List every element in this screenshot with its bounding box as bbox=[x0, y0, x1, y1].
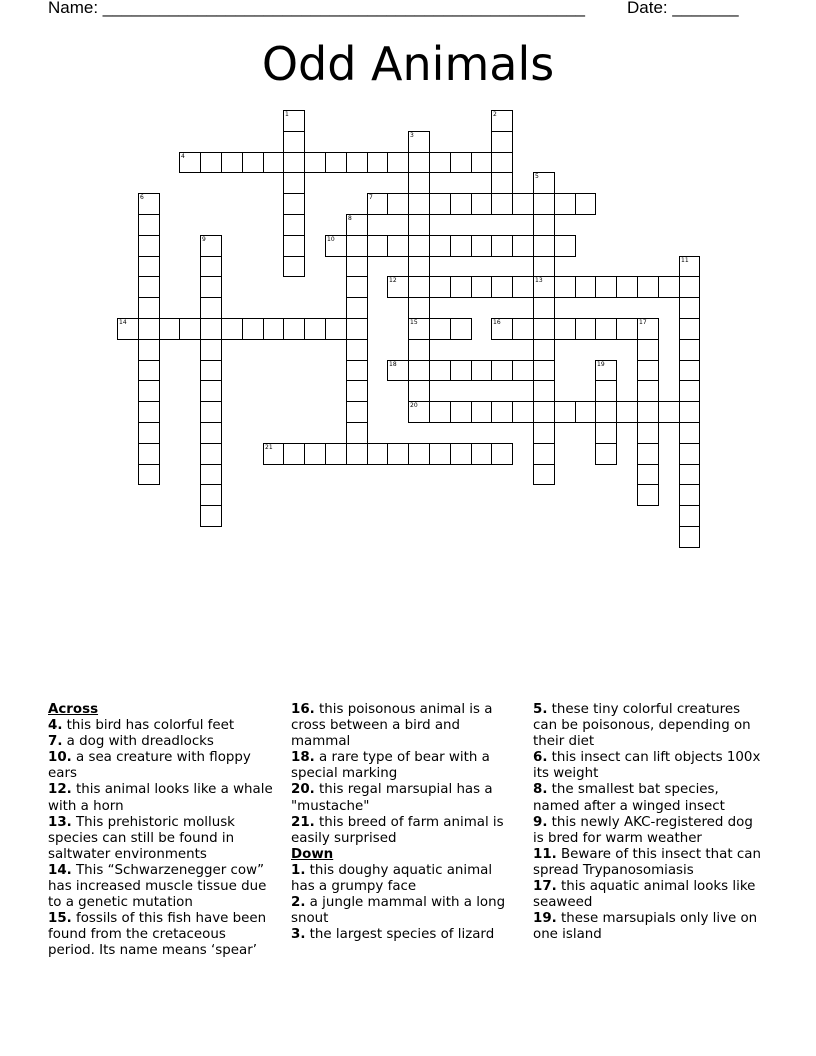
crossword-cell[interactable] bbox=[408, 297, 430, 319]
crossword-cell[interactable] bbox=[200, 401, 222, 423]
clue-number: 21 bbox=[265, 444, 273, 451]
crossword-cell[interactable] bbox=[637, 464, 659, 485]
crossword-cell[interactable] bbox=[679, 318, 700, 340]
crossword-cell[interactable] bbox=[283, 318, 305, 340]
crossword-cell[interactable] bbox=[346, 276, 368, 298]
crossword-cell[interactable] bbox=[533, 422, 555, 444]
crossword-cell[interactable] bbox=[283, 110, 305, 132]
crossword-cell[interactable] bbox=[346, 339, 368, 361]
clue-number: 8 bbox=[348, 215, 352, 222]
crossword-cell[interactable] bbox=[117, 318, 139, 340]
clue-number: 17 bbox=[639, 319, 647, 326]
crossword-cell[interactable] bbox=[429, 235, 451, 257]
across-heading: Across bbox=[48, 702, 99, 717]
crossword-cell[interactable] bbox=[429, 276, 451, 298]
clue-number: 12 bbox=[389, 277, 397, 284]
crossword-cell[interactable] bbox=[533, 276, 555, 298]
crossword-cell[interactable] bbox=[304, 318, 326, 340]
crossword-cell[interactable] bbox=[283, 235, 305, 257]
crossword-cell[interactable] bbox=[679, 256, 700, 277]
crossword-cell[interactable] bbox=[263, 318, 284, 340]
crossword-cell[interactable] bbox=[387, 443, 409, 465]
crossword-cell[interactable] bbox=[304, 152, 326, 173]
crossword-cell[interactable] bbox=[263, 152, 284, 173]
crossword-cell[interactable] bbox=[346, 256, 368, 277]
crossword-cell[interactable] bbox=[429, 360, 451, 381]
crossword-cell[interactable] bbox=[575, 318, 596, 340]
crossword-cell[interactable] bbox=[200, 276, 222, 298]
crossword-cell[interactable] bbox=[387, 360, 409, 381]
down-clue-3: 3. the largest species of lizard bbox=[291, 927, 495, 943]
crossword-cell[interactable] bbox=[408, 214, 430, 236]
crossword-cell[interactable] bbox=[346, 443, 368, 465]
crossword-cell[interactable] bbox=[637, 380, 659, 402]
crossword-cell[interactable] bbox=[595, 443, 617, 465]
crossword-cell[interactable] bbox=[491, 193, 513, 215]
across-clue-13: 13. This prehistoric mollusk species can still be found in saltwater environments bbox=[48, 814, 235, 862]
crossword-cell[interactable] bbox=[283, 152, 305, 173]
crossword-cell[interactable] bbox=[512, 193, 534, 215]
crossword-cell[interactable] bbox=[512, 360, 534, 381]
crossword-cell[interactable] bbox=[346, 318, 368, 340]
crossword-cell[interactable] bbox=[679, 401, 700, 423]
crossword-cell[interactable] bbox=[408, 235, 430, 257]
clue-number: 11 bbox=[681, 257, 689, 264]
crossword-cell[interactable] bbox=[283, 172, 305, 194]
crossword-cell[interactable] bbox=[387, 276, 409, 298]
crossword-cell[interactable] bbox=[429, 193, 451, 215]
crossword-cell[interactable] bbox=[637, 422, 659, 444]
crossword-cell[interactable] bbox=[408, 152, 430, 173]
across-clue-18: 18. a rare type of bear with a special marking bbox=[291, 750, 490, 782]
crossword-cell[interactable] bbox=[533, 443, 555, 465]
crossword-cell[interactable] bbox=[138, 443, 160, 465]
crossword-cell[interactable] bbox=[491, 401, 513, 423]
crossword-cell[interactable] bbox=[346, 152, 368, 173]
crossword-cell[interactable] bbox=[408, 256, 430, 277]
down-clue-2: 2. a jungle mammal with a long snout bbox=[291, 895, 506, 927]
crossword-cell[interactable] bbox=[679, 380, 700, 402]
crossword-cell[interactable] bbox=[491, 131, 513, 153]
down-clue-19: 19. these marsupials only live on one island bbox=[533, 911, 758, 943]
crossword-cell[interactable] bbox=[512, 401, 534, 423]
crossword-cell[interactable] bbox=[450, 443, 472, 465]
crossword-cell[interactable] bbox=[595, 380, 617, 402]
crossword-cell[interactable] bbox=[575, 276, 596, 298]
crossword-cell[interactable] bbox=[200, 318, 222, 340]
crossword-cell[interactable] bbox=[346, 422, 368, 444]
crossword-cell[interactable] bbox=[450, 152, 472, 173]
crossword-cell[interactable] bbox=[616, 276, 638, 298]
crossword-cell[interactable] bbox=[200, 443, 222, 465]
crossword-cell[interactable] bbox=[304, 443, 326, 465]
crossword-cell[interactable] bbox=[283, 193, 305, 215]
crossword-cell[interactable] bbox=[367, 193, 388, 215]
crossword-cell[interactable] bbox=[138, 380, 160, 402]
across-clue-4: 4. this bird has colorful feet bbox=[48, 718, 235, 734]
crossword-cell[interactable] bbox=[637, 276, 659, 298]
crossword-cell[interactable] bbox=[138, 297, 160, 319]
crossword-cell[interactable] bbox=[491, 235, 513, 257]
clue-number: 15 bbox=[410, 319, 418, 326]
crossword-cell[interactable] bbox=[595, 276, 617, 298]
crossword-cell[interactable] bbox=[533, 318, 555, 340]
clue-number: 9 bbox=[202, 236, 206, 243]
crossword-cell[interactable] bbox=[346, 297, 368, 319]
crossword-cell[interactable] bbox=[679, 339, 700, 361]
crossword-cell[interactable] bbox=[512, 276, 534, 298]
page-title: Odd Animals bbox=[261, 37, 555, 91]
clues-column-1 bbox=[48, 702, 276, 960]
crossword-cell[interactable] bbox=[471, 443, 492, 465]
crossword-cell[interactable] bbox=[450, 401, 472, 423]
crossword-cell[interactable] bbox=[679, 464, 700, 485]
crossword-cell[interactable] bbox=[679, 443, 700, 465]
crossword-cell[interactable] bbox=[491, 152, 513, 173]
crossword-cell[interactable] bbox=[325, 318, 347, 340]
crossword-cell[interactable] bbox=[471, 276, 492, 298]
crossword-cell[interactable] bbox=[179, 152, 201, 173]
crossword-cell[interactable] bbox=[200, 152, 222, 173]
crossword-cell[interactable] bbox=[533, 214, 555, 236]
crossword-cell[interactable] bbox=[637, 443, 659, 465]
clue-number: 14 bbox=[119, 319, 127, 326]
crossword-cell[interactable] bbox=[679, 484, 700, 506]
crossword-cell[interactable] bbox=[408, 172, 430, 194]
crossword-cell[interactable] bbox=[595, 318, 617, 340]
crossword-cell[interactable] bbox=[575, 401, 596, 423]
crossword-cell[interactable] bbox=[138, 318, 160, 340]
crossword-cell[interactable] bbox=[367, 235, 388, 257]
crossword-cell[interactable] bbox=[512, 318, 534, 340]
clue-number: 7 bbox=[369, 194, 373, 201]
crossword-cell[interactable] bbox=[138, 401, 160, 423]
crossword-cell[interactable] bbox=[408, 131, 430, 153]
down-clue-17: 17. this aquatic animal looks like seaweed bbox=[533, 879, 756, 911]
crossword-cell[interactable] bbox=[408, 380, 430, 402]
crossword-cell[interactable] bbox=[200, 297, 222, 319]
down-clue-9: 9. this newly AKC-registered dog is bred for warm weather bbox=[533, 814, 753, 846]
crossword-cell[interactable] bbox=[533, 172, 555, 194]
crossword-cell[interactable] bbox=[346, 401, 368, 423]
crossword-cell[interactable] bbox=[450, 235, 472, 257]
crossword-cell[interactable] bbox=[283, 443, 305, 465]
crossword-cell[interactable] bbox=[346, 214, 368, 236]
across-clue-10: 10. a sea creature with floppy ears bbox=[48, 750, 251, 782]
crossword-cell[interactable] bbox=[159, 318, 180, 340]
clue-number: 13 bbox=[535, 277, 543, 284]
crossword-cell[interactable] bbox=[408, 360, 430, 381]
crossword-cell[interactable] bbox=[408, 276, 430, 298]
crossword-cell[interactable] bbox=[554, 235, 576, 257]
crossword-cell[interactable] bbox=[450, 193, 472, 215]
crossword-cell[interactable] bbox=[221, 152, 243, 173]
crossword-cell[interactable] bbox=[554, 193, 576, 215]
crossword-cell[interactable] bbox=[242, 318, 264, 340]
clue-number: 19 bbox=[597, 361, 605, 368]
crossword-cell[interactable] bbox=[679, 360, 700, 381]
clue-number: 6 bbox=[140, 194, 144, 201]
crossword-cell[interactable] bbox=[367, 152, 388, 173]
crossword-cell[interactable] bbox=[471, 360, 492, 381]
down-clue-6: 6. this insect can lift objects 100x its weight bbox=[533, 750, 761, 782]
crossword-cell[interactable] bbox=[408, 193, 430, 215]
crossword-cell[interactable] bbox=[325, 443, 347, 465]
clue-number: 2 bbox=[493, 111, 497, 118]
down-clue-11: 11. Beware of this insect that can spread Trypanosomiasis bbox=[533, 846, 761, 878]
crossword-cell[interactable] bbox=[491, 172, 513, 194]
crossword-cell[interactable] bbox=[533, 297, 555, 319]
crossword-cell[interactable] bbox=[595, 360, 617, 381]
crossword-cell[interactable] bbox=[325, 152, 347, 173]
crossword-cell[interactable] bbox=[429, 318, 451, 340]
crossword-cell[interactable] bbox=[408, 339, 430, 361]
crossword-cell[interactable] bbox=[554, 318, 576, 340]
crossword-cell[interactable] bbox=[471, 401, 492, 423]
clue-number: 10 bbox=[327, 236, 335, 243]
crossword-cell[interactable] bbox=[471, 193, 492, 215]
crossword-cell[interactable] bbox=[200, 360, 222, 381]
crossword-cell[interactable] bbox=[346, 235, 368, 257]
clue-number: 20 bbox=[410, 402, 418, 409]
crossword-cell[interactable] bbox=[491, 276, 513, 298]
clue-number: 18 bbox=[389, 361, 397, 368]
crossword-cell[interactable] bbox=[637, 360, 659, 381]
crossword-cell[interactable] bbox=[533, 380, 555, 402]
across-clue-15: 15. fossils of this fish have been found from the cretaceous period. Its name means ‘spear’ bbox=[48, 911, 267, 959]
crossword-cell[interactable] bbox=[242, 152, 264, 173]
crossword-cell[interactable] bbox=[200, 380, 222, 402]
crossword-cell[interactable] bbox=[138, 464, 160, 485]
crossword-cell[interactable] bbox=[491, 110, 513, 132]
down-heading: Down bbox=[291, 846, 334, 862]
crossword-cell[interactable] bbox=[429, 443, 451, 465]
crossword-cell[interactable] bbox=[387, 152, 409, 173]
crossword-cell[interactable] bbox=[595, 401, 617, 423]
crossword-cell[interactable] bbox=[138, 339, 160, 361]
clue-number: 1 bbox=[285, 111, 289, 118]
crossword-cell[interactable] bbox=[408, 318, 430, 340]
crossword-cell[interactable] bbox=[533, 193, 555, 215]
crossword-cell[interactable] bbox=[533, 401, 555, 423]
crossword-cell[interactable] bbox=[200, 256, 222, 277]
crossword-cell[interactable] bbox=[491, 443, 513, 465]
crossword-cell[interactable] bbox=[637, 318, 659, 340]
crossword-cell[interactable] bbox=[346, 360, 368, 381]
crossword-cell[interactable] bbox=[450, 318, 472, 340]
crossword-cell[interactable] bbox=[138, 360, 160, 381]
crossword-cell[interactable] bbox=[679, 526, 700, 548]
crossword-cell[interactable] bbox=[637, 339, 659, 361]
crossword-cell[interactable] bbox=[575, 193, 596, 215]
crossword-cell[interactable] bbox=[616, 401, 638, 423]
crossword-cell[interactable] bbox=[679, 276, 700, 298]
crossword-cell[interactable] bbox=[408, 443, 430, 465]
clue-number: 3 bbox=[410, 132, 414, 139]
crossword-cell[interactable] bbox=[283, 256, 305, 277]
clue-number: 5 bbox=[535, 173, 539, 180]
crossword-cell[interactable] bbox=[221, 318, 243, 340]
crossword-cell[interactable] bbox=[138, 193, 160, 215]
clue-number: 16 bbox=[493, 319, 501, 326]
crossword-cell[interactable] bbox=[491, 360, 513, 381]
crossword-cell[interactable] bbox=[429, 152, 451, 173]
crossword-cell[interactable] bbox=[200, 464, 222, 485]
crossword-cell[interactable] bbox=[491, 318, 513, 340]
crossword-cell[interactable] bbox=[138, 214, 160, 236]
crossword-cell[interactable] bbox=[263, 443, 284, 465]
crossword-cell[interactable] bbox=[616, 318, 638, 340]
crossword-cell[interactable] bbox=[408, 401, 430, 423]
clues-column-2 bbox=[291, 702, 519, 943]
across-clue-12: 12. this animal looks like a whale with a horn bbox=[48, 782, 273, 814]
crossword-cell[interactable] bbox=[200, 484, 222, 506]
crossword-cell[interactable] bbox=[138, 276, 160, 298]
crossword-cell[interactable] bbox=[637, 484, 659, 506]
crossword-cell[interactable] bbox=[138, 235, 160, 257]
crossword-cell[interactable] bbox=[387, 235, 409, 257]
across-clue-7: 7. a dog with dreadlocks bbox=[48, 734, 214, 750]
crossword-cell[interactable] bbox=[450, 276, 472, 298]
crossword-cell[interactable] bbox=[387, 193, 409, 215]
clues-column-3 bbox=[533, 702, 761, 943]
crossword-cell[interactable] bbox=[346, 380, 368, 402]
crossword-cell[interactable] bbox=[554, 276, 576, 298]
down-clue-5: 5. these tiny colorful creatures can be poisonous, depending on their diet bbox=[533, 702, 751, 750]
date-field-label: Date: _______ bbox=[627, 0, 739, 17]
across-clue-16: 16. this poisonous animal is a cross between a bird and mammal bbox=[291, 702, 493, 750]
crossword-cell[interactable] bbox=[658, 276, 680, 298]
crossword-cell[interactable] bbox=[471, 235, 492, 257]
crossword-cell[interactable] bbox=[533, 235, 555, 257]
down-clue-8: 8. the smallest bat species, named after a winged insect bbox=[533, 782, 725, 814]
crossword-cell[interactable] bbox=[595, 422, 617, 444]
crossword-cell[interactable] bbox=[325, 235, 347, 257]
crossword-cell[interactable] bbox=[200, 235, 222, 257]
crossword-cell[interactable] bbox=[138, 422, 160, 444]
crossword-cell[interactable] bbox=[200, 422, 222, 444]
crossword-cell[interactable] bbox=[283, 131, 305, 153]
crossword-cell[interactable] bbox=[533, 339, 555, 361]
crossword-cell[interactable] bbox=[200, 505, 222, 527]
across-clue-20: 20. this regal marsupial has a "mustache" bbox=[291, 782, 493, 814]
crossword-cell[interactable] bbox=[283, 214, 305, 236]
crossword-cell[interactable] bbox=[138, 256, 160, 277]
crossword-cell[interactable] bbox=[679, 297, 700, 319]
crossword-cell[interactable] bbox=[533, 360, 555, 381]
crossword-cell[interactable] bbox=[679, 505, 700, 527]
name-field-label: Name: ___________________________________________________ bbox=[48, 0, 585, 17]
crossword-cell[interactable] bbox=[679, 422, 700, 444]
crossword-cell[interactable] bbox=[450, 360, 472, 381]
crossword-cell[interactable] bbox=[658, 401, 680, 423]
crossword-cell[interactable] bbox=[637, 401, 659, 423]
crossword-cell[interactable] bbox=[533, 256, 555, 277]
across-clue-14: 14. This “Schwarzenegger cow” has increased muscle tissue due to a genetic mutation bbox=[48, 862, 267, 911]
clue-number: 4 bbox=[181, 153, 185, 160]
crossword-cell[interactable] bbox=[429, 401, 451, 423]
crossword-cell[interactable] bbox=[200, 339, 222, 361]
crossword-cell[interactable] bbox=[554, 401, 576, 423]
crossword-cell[interactable] bbox=[367, 443, 388, 465]
crossword-cell[interactable] bbox=[471, 152, 492, 173]
crossword-cell[interactable] bbox=[512, 235, 534, 257]
down-clue-1: 1. this doughy aquatic animal has a grumpy face bbox=[291, 862, 493, 895]
crossword-cell[interactable] bbox=[179, 318, 201, 340]
crossword-cell[interactable] bbox=[533, 464, 555, 485]
across-clue-21: 21. this breed of farm animal is easily surprised bbox=[291, 814, 504, 846]
